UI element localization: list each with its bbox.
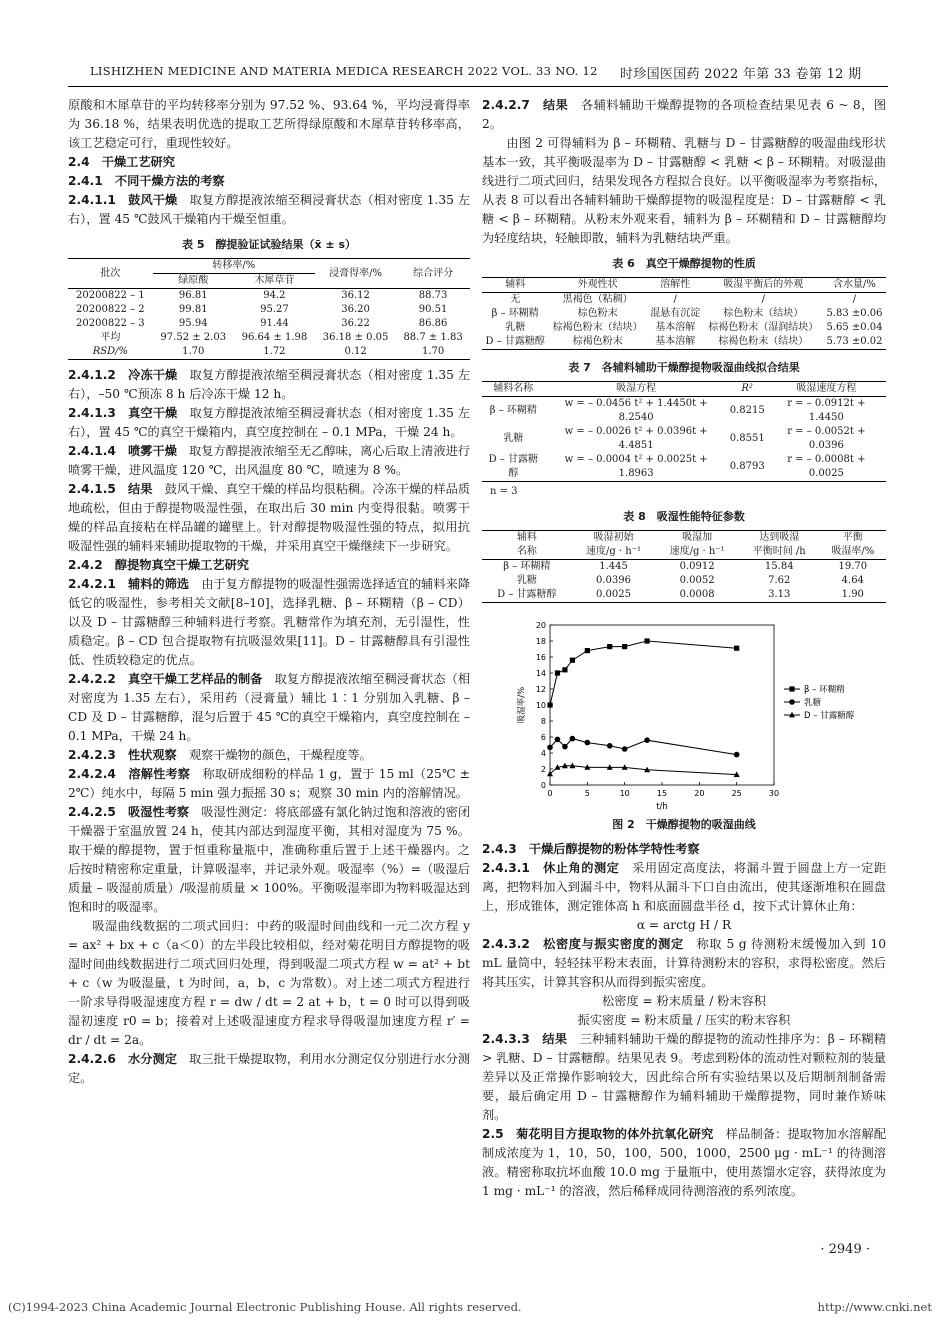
data-point [644,638,649,643]
table-row: D – 甘露糖醇 棕褐色粉末 基本溶解 棕褐色粉末（结块） 5.73 ±0.02 [482,335,886,350]
x-axis-label: t/h [656,802,668,812]
right-column [482,96,886,1201]
table-7: 辅料名称 吸湿方程 R² 吸湿速度方程 β – 环糊精 w = – 0.0456 t² + 1.4450t + 8.2540 0.8215 r = – 0.0912t + 1.4450 乳糖 w = – 0.0026 t² + 0.0396t + 4.4851 0.8551 r = – 0.0052t + 0.0396 D – 甘露糖醇 w = – 0.0004 t² + 0.0025t + 1.8963 0.8793 r = – 0.0008t + 0.0025 [482,381,886,482]
y-tick-label: 6 [540,733,546,742]
y-tick-label: 16 [535,653,546,662]
legend-label: β – 环糊精 [804,685,845,695]
table-row: β – 环糊精 棕色粉末 混悬有沉淀 棕色粉末（结块） 5.83 ±0.06 [491,308,883,319]
data-point [547,745,553,751]
data-point [607,644,612,649]
subsection-heading: 2.4.2 醇提物真空干燥工艺研究 [68,558,249,572]
data-point [622,746,628,752]
y-axis-label: 吸湿率/% [517,686,527,724]
equation: 松密度 = 粉末质量 / 粉末容积 [602,994,766,1008]
y-tick-label: 12 [535,685,546,694]
table-6: 辅料 外观性状 溶解性 吸湿平衡后的外观 含水量/% 无 黑褐色（粘稠） / / / β – 环糊精 棕色粉末 混悬有沉淀 棕色粉末（结块） 5.83 ±0.06 乳糖 棕褐色粉末（结块） 基本溶解 棕褐色粉末（湿润结块） 5.65 ±0.04 D – 甘露糖醇 棕褐色粉末 基本溶解 棕褐色粉末（结块） 5.73 ±0.02 [482,277,886,350]
table-row: D – 甘露糖醇 0.0025 0.0008 3.13 1.90 [482,588,886,603]
data-point [585,648,590,653]
series-line-2 [550,766,737,775]
journal-header-en: LISHIZHEN MEDICINE AND MATERIA MEDICA RESEARCH 2022 VOL. 33 NO. 12 [90,64,598,78]
x-tick-label: 10 [619,789,630,798]
left-column [68,96,470,1088]
data-point [562,667,567,672]
subsection-heading: 2.4.3 干燥后醇提物的粉体学特性考察 [482,842,700,856]
table-5: 批次 转移率/% 浸膏得率/% 综合评分 绿原酸 木犀草苷 20200822 – 1 96.81 94.2 36.12 88.73 20200822 – 2 99.81 95.27 36.20 90.51 20200822 – 3 95.94 91.44 36.22 86.86 平均 97.52 ± 2.03 96.64 ± 1.98 36.18 ± 0.05 88.7 ± 1.83 RSD/% 1.70 1.72 0.12 1.70 [68,258,470,360]
data-point [562,744,568,750]
paragraph: 吸湿曲线数据的二项式回归：中药的吸湿时间曲线和一元二次方程 y = ax² + bx + c（a＜0）的左半段比较相似，经对菊花明目方醇提物的吸湿时间曲线数据进行二项式回归处理，得到吸湿二项式方程 w = at² + bt + c（w 为吸湿量，t 为时间，a，b，c 为常数）。对上述二项式方程进行一阶求导得吸湿速度方程 r = dw / dt = 2 at + b，t = 0 时可以得到吸湿初速度 r0 = b；接着对上述吸湿速度方程求导得吸湿加速度方程 r′ = dr / dt = 2a。 [68,919,470,1047]
paragraph: 2.5 菊花明目方提取物的体外抗氧化研究 样品制备：提取物加水溶解配制成浓度为 1，10，50，100，500，1000，2500 μg · mL⁻¹ 的待测溶液。精密称取抗坏血酸 10.0 mg 于量瓶中，使用蒸馏水定容，获得浓度为 1 mg · mL⁻¹ 的溶液，然后稀释成同待测溶液的系列浓度。 [482,1127,887,1198]
x-tick-label: 20 [694,789,705,798]
data-point [547,702,552,707]
header-rule [68,86,888,87]
data-point [622,644,627,649]
table-row: RSD/% 1.70 1.72 0.12 1.70 [68,345,470,360]
y-tick-label: 18 [535,637,546,646]
table-7-title: 表 7 各辅料辅助干燥醇提物吸湿曲线拟合结果 [568,361,800,374]
figure-2-caption: 图 2 干燥醇提物的吸湿曲线 [612,818,756,831]
paragraph: 2.4.2.7 结果 各辅料辅助干燥醇提物的各项检查结果见表 6 ~ 8，图 2。 [482,98,887,131]
paragraph: 2.4.1.4 喷雾干燥 取复方醇提液浓缩至无乙醇味，离心后取上清液进行喷雾干燥，进风温度 120 ℃，出风温度 80 ℃，喷速为 8 %。 [68,444,471,477]
y-tick-label: 2 [540,765,546,774]
plot-frame [550,625,774,785]
data-point [607,743,613,749]
paragraph: 2.4.1.5 结果 鼓风干燥、真空干燥的样品均很粘稠。冷冻干燥的样品质地疏松，但由于醇提物吸湿性强，在取出后 30 min 内变得很黏。喷雾干燥的样品直接粘在样品罐的罐壁上。针对醇提物吸湿性强的特点，拟用抗吸湿性强的辅料来辅助提取物的干燥，并采用真空干燥继续下一步研究。 [68,482,471,553]
series-line-0 [550,641,737,705]
legend-label: 乳糖 [804,698,822,708]
table-8: 辅料 吸湿初始 吸湿加 达到吸湿 平衡 名称 速度/g · h⁻¹ 速度/g · h⁻¹ 平衡时间 /h 吸湿率/% β – 环糊精 1.445 0.0912 15.84 19.70 乳糖 0.0396 0.0052 7.62 4.64 D – 甘露糖醇 0.0025 0.0008 3.13 1.90 [482,530,886,603]
x-tick-label: 5 [584,789,590,798]
y-tick-label: 14 [535,669,546,678]
table-7-note: n = 3 [490,486,518,497]
legend-marker [789,699,795,705]
paragraph: 2.4.2.3 性状观察 观察干燥物的颜色，干燥程度等。 [68,748,372,762]
x-tick-label: 30 [768,789,780,798]
paragraph: 2.4.2.4 溶解性考察 称取研成细粉的样品 1 g，置于 15 ml（25℃ ± 2℃）纯水中，每隔 5 min 强力振摇 30 s；观察 30 min 内的溶解情况。 [68,767,471,800]
table-row: 无 黑褐色（粘稠） / / / [510,294,857,305]
legend-label: D – 甘露糖醇 [804,711,855,721]
paragraph: 2.4.3.2 松密度与振实密度的测定 称取 5 g 待测粉末缓慢加入到 10 mL 量筒中，轻轻抹平粉末表面，计算待测粉末的容积，求得松密度。然后将其压实，计算其容积从而得到振实密度。 [482,937,887,989]
y-tick-label: 20 [535,621,546,630]
footer-link[interactable]: http://www.cnki.net [817,1300,932,1314]
equation: α = arctg H / R [636,918,732,932]
paragraph: 2.4.1.3 真空干燥 取复方醇提液浓缩至稠浸膏状态（相对密度 1.35 左右），置 45 ℃的真空干燥箱内，真空度控制在 – 0.1 MPa，干燥 24 h。 [68,406,471,439]
x-tick-label: 0 [547,789,553,798]
x-tick-label: 15 [656,789,668,798]
paragraph: 由图 2 可得辅料为 β – 环糊精、乳糖与 D – 甘露糖醇的吸湿曲线形状基本一致，其平衡吸湿率为 D – 甘露糖醇 < 乳糖 < β – 环糊精。对吸湿曲线进行二项式回归，结果发现各方程拟合良好。以平衡吸湿率为考察指标，从表 8 可以看出各辅料辅助干燥醇提物的吸湿程度是：D – 甘露糖醇 < 乳糖 < β – 环糊精。从粉末外观来看，辅料为 β – 环糊精和 D – 甘露糖醇均为轻度结块，轻触即散，辅料为乳糖结块严重。 [482,136,886,245]
table-row: 20200822 – 3 95.94 91.44 36.22 86.86 [76,318,448,329]
x-tick-label: 25 [731,789,742,798]
subsection-heading: 2.4.1 不同干燥方法的考察 [68,174,225,188]
paragraph: 原酸和木犀草苷的平均转移率分别为 97.52 %、93.64 %，平均浸膏得率为 36.18 %，结果表明优选的提取工艺所得绿原酸和木犀草苷转移率高，该工艺稳定可行，重现性较好。 [68,98,470,150]
paragraph: 2.4.2.1 辅料的筛选 由于复方醇提物的吸湿性强需选择适宜的辅料来降低它的吸湿性，参考相关文献[8–10]，选择乳糖、β – 环糊精（β – CD）以及 D – 甘露糖醇三种辅料进行考察。乳糖常作为填充剂，无引湿性，性质稳定。β – CD 包合提取物有抗吸湿效果[11]。D – 甘露糖醇具有引湿性低、性质较稳定的优点。 [68,577,471,667]
table-row: 平均 97.52 ± 2.03 96.64 ± 1.98 36.18 ± 0.05 88.7 ± 1.83 [100,332,463,343]
table-row: β – 环糊精 w = – 0.0456 t² + 1.4450t + 8.2540 0.8215 r = – 0.0912t + 1.4450 [489,398,866,423]
data-point [570,658,575,663]
page-number: · 2949 · [820,1242,870,1257]
moisture-absorption-chart [482,613,886,813]
table-row: 20200822 – 1 96.81 94.2 36.12 88.73 [68,289,470,304]
paragraph: 2.4.3.3 结果 三种辅料辅助干燥的醇提物的流动性排序为：β – 环糊精 > 乳糖、D – 甘露糖醇。结果见表 9。考虑到粉体的流动性对颗粒剂的装量差异以及正常操作影响较大，因此综合所有实验结果以及后期制剂制备需要，最后确定用 D – 甘露糖醇作为辅料辅助干燥醇提物，同时兼作矫味剂。 [482,1032,887,1122]
legend-marker [789,686,794,691]
table-row: β – 环糊精 1.445 0.0912 15.84 19.70 [503,561,868,572]
paragraph: 2.4.1.2 冷冻干燥 取复方醇提液浓缩至稠浸膏状态（相对密度 1.35 左右），–50 ℃预冻 8 h 后冷冻干燥 12 h。 [68,368,471,401]
paragraph: 2.4.2.2 真空干燥工艺样品的制备 取复方醇提液浓缩至稠浸膏状态（相对密度为 1.35 左右），采用药（浸膏量）辅比 1∶1 分别加入乳糖、β – CD 及 D – 甘露糖醇，混匀后置于 45 ℃的真空干燥箱内，真空度控制在 – 0.1 MPa，干燥 24 h。 [68,672,471,743]
data-point [644,737,650,743]
journal-header-cn: 时珍国医国药 2022 年第 33 卷第 12 期 [620,67,862,82]
table-6-title: 表 6 真空干燥醇提物的性质 [612,257,756,270]
paragraph: 2.4.2.5 吸湿性考察 吸湿性测定：将底部盛有氯化钠过饱和溶液的密闭干燥器于室温放置 24 h，使其内部达到湿度平衡，其相对湿度为 75 %。取干燥的醇提物，置于恒重称量瓶中，准确称重后置于上述干燥器内。之后按时精密称定重量，计算吸湿率，并记录外观。吸湿率（%）=（吸湿后质量 – 吸湿前质量）/吸湿前质量 × 100%。平衡吸湿率即为物料吸湿达到饱和时的吸湿率。 [68,805,471,914]
data-point [585,740,591,746]
series-line-1 [550,739,737,755]
footer-copyright: (C)1994-2023 China Academic Journal Electronic Publishing House. All rights reserved. [8,1300,522,1314]
table-row: 乳糖 棕褐色粉末（结块） 基本溶解 棕褐色粉末（湿润结块） 5.65 ±0.04 [505,322,883,333]
table-row: D – 甘露糖醇 w = – 0.0004 t² + 0.0025t + 1.8963 0.8793 r = – 0.0008t + 0.0025 [482,453,886,482]
table-row: 乳糖 0.0396 0.0052 7.62 4.64 [516,575,864,586]
equation: 振实密度 = 粉末质量 / 压实的粉末容积 [577,1013,791,1027]
y-tick-label: 0 [540,781,546,790]
paragraph: 2.4.1.1 鼓风干燥 取复方醇提液浓缩至稠浸膏状态（相对密度 1.35 左右），置 45 ℃鼓风干燥箱内干燥至恒重。 [68,193,471,226]
data-point [570,736,576,742]
data-point [555,737,561,743]
y-tick-label: 8 [540,717,546,726]
paragraph: 2.4.3.1 休止角的测定 采用固定高度法，将漏斗置于圆盘上方一定距离，把物料加入到漏斗中，物料从漏斗下口自由流出，使其逐渐堆积在圆盘上，形成锥体，测定锥体高 h 和底面圆盘半径 d，按下式计算休止角： [482,861,887,913]
table-5-title: 表 5 醇提验证试验结果（x̄ ± s） [181,238,356,251]
paragraph: 2.4.2.6 水分测定 取三批干燥提取物，利用水分测定仅分别进行水分测定。 [68,1052,471,1085]
data-point [555,670,560,675]
y-tick-label: 4 [540,749,546,758]
section-heading: 2.4 干燥工艺研究 [68,155,175,169]
data-point [734,646,739,651]
y-tick-label: 10 [535,701,546,710]
table-row: 20200822 – 2 99.81 95.27 36.20 90.51 [76,304,448,315]
data-point [734,752,740,758]
table-8-title: 表 8 吸湿性能特征参数 [623,510,745,523]
table-row: 乳糖 w = – 0.0026 t² + 0.0396t + 4.4851 0.8551 r = – 0.0052t + 0.0396 [503,426,866,451]
